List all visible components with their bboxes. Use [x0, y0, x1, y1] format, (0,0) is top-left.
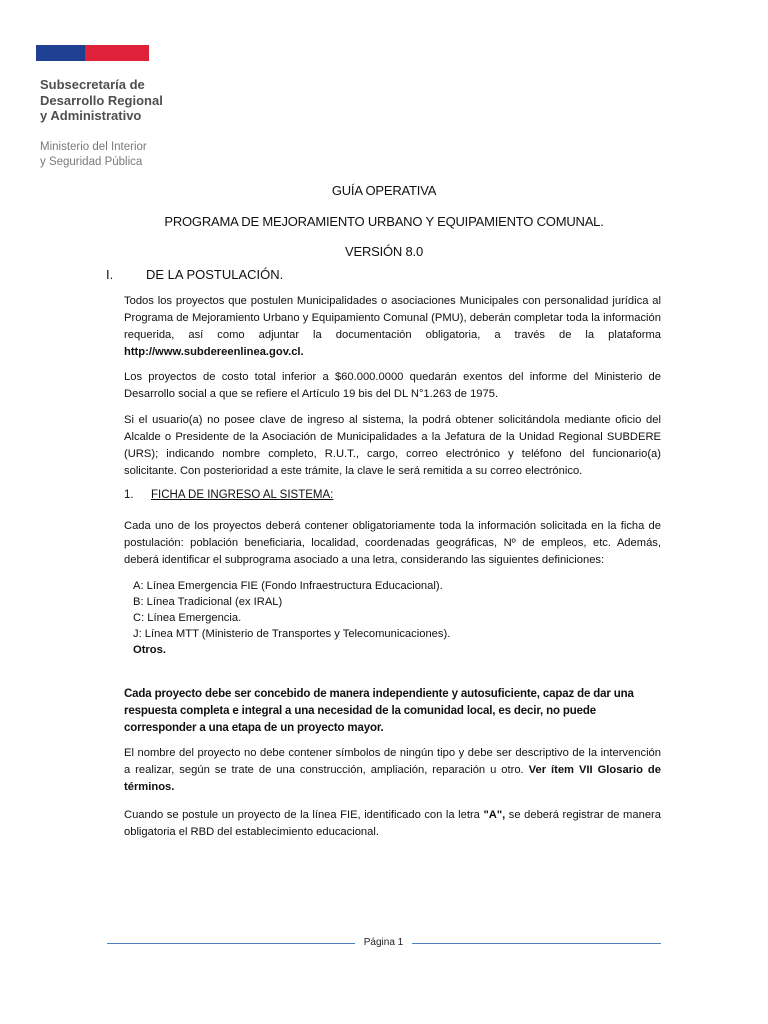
ministry-name	[40, 140, 240, 170]
definition-text: Línea Tradicional (ex IRAL)	[143, 596, 283, 608]
footer-rule-left	[107, 943, 355, 944]
org-line: y Administrativo	[40, 108, 142, 123]
subsection-title: FICHA DE INGRESO AL SISTEMA:	[151, 489, 334, 501]
version-title: VERSIÓN 8.0	[345, 244, 423, 259]
paragraph-exemption: Los proyectos de costo total inferior a $60.000.0000 quedarán exentos del informe del Ministerio de Desarrollo social a que se refiere el Artículo 19 bis del DL N°1.263 de 1975.	[124, 371, 661, 400]
paragraph-password: Si el usuario(a) no posee clave de ingreso al sistema, la podrá obtener solicitándola mediante oficio del Alcalde o Presidente de la Asociación de Municipalidades a la Jefatura de la Unidad Regional SUBDERE (URS); indicando nombre completo, R.U.T., cargo, correo electrónico y teléfono del funcionario(a) solicitante. Con posterioridad a este trámite, la clave le será remitida a su correo electrónico.	[124, 414, 661, 477]
letter-a-mark: "A",	[483, 809, 506, 821]
definition-item	[133, 594, 653, 610]
glossary-reference: Ver ítem VII Glosario de términos.	[124, 764, 661, 793]
org-line: Desarrollo Regional	[40, 92, 163, 108]
definition-letter: A:	[133, 580, 144, 592]
paragraph-project-name	[124, 745, 661, 796]
subsection-heading	[124, 489, 333, 501]
ministry-line: y Seguridad Pública	[40, 156, 143, 168]
paragraph-text: Todos los proyectos que postulen Municipalidades o asociaciones Municipales con personalidad jurídica al Programa de Mejoramiento Urbano y Equipamiento Comunal (PMU), deberán completar toda la información requerida, así como adjuntar la documentación obligatoria, a través de la plataforma	[124, 295, 661, 341]
paragraph-text: Cuando se postule un proyecto de la línea FIE, identificado con la letra	[124, 809, 484, 821]
definition-letter: B:	[133, 596, 144, 608]
document-title: GUÍA OPERATIVA	[331, 183, 437, 198]
definition-item	[133, 626, 653, 642]
definition-letter: J:	[133, 628, 142, 640]
government-logo-bar	[36, 45, 149, 61]
section-title: DE LA POSTULACIÓN.	[146, 267, 284, 282]
platform-url: http://www.subdereenlinea.gov.cl.	[124, 346, 304, 358]
paragraph-text: se deberá registrar de manera obligatoria el RBD del establecimiento educacional.	[124, 809, 661, 838]
paragraph-fie-rbd	[124, 807, 661, 841]
definitions-list	[133, 578, 653, 658]
program-title: PROGRAMA DE MEJORAMIENTO URBANO Y EQUIPAMIENTO COMUNAL.	[164, 214, 604, 229]
logo-blue-block	[36, 45, 85, 61]
paragraph-postulation	[124, 293, 661, 361]
definition-others: Otros.	[133, 644, 166, 656]
definition-item	[133, 610, 653, 626]
ministry-line: Ministerio del Interior	[40, 141, 147, 153]
paragraph-ficha: Cada uno de los proyectos deberá contener obligatoriamente toda la información solicitada en la ficha de postulación: población beneficiaria, localidad, coordenadas geográficas, Nº de empleos, etc. Además, deberá identificar el subprograma asociado a una letra, considerando las siguientes definiciones:	[124, 520, 661, 566]
subsection-number: 1.	[124, 489, 134, 501]
definition-text: Línea Emergencia FIE (Fondo Infraestructura Educacional).	[143, 580, 443, 592]
org-line: Subsecretaría de	[40, 77, 145, 92]
footer-rule-right	[412, 943, 661, 944]
definition-item	[133, 578, 653, 594]
page-number: Página 1	[363, 937, 404, 948]
definition-letter: C:	[133, 612, 145, 624]
definition-text: Línea MTT (Ministerio de Transportes y Telecomunicaciones).	[141, 628, 451, 640]
logo-red-block	[85, 45, 149, 61]
paragraph-text: El nombre del proyecto no debe contener símbolos de ningún tipo y debe ser descriptivo de la intervención a realizar, según se trate de una construcción, ampliación, reparación u otro.	[124, 747, 661, 776]
definition-text: Línea Emergencia.	[144, 612, 242, 624]
section-heading	[106, 267, 283, 282]
section-number: I.	[106, 267, 114, 282]
paragraph-independent-project: Cada proyecto debe ser concebido de manera independiente y autosuficiente, capaz de dar una respuesta completa e integral a una necesidad de la comunidad local, es decir, no puede corresponder a una etapa de un proyecto mayor.	[124, 688, 634, 734]
organization-name	[40, 77, 240, 124]
